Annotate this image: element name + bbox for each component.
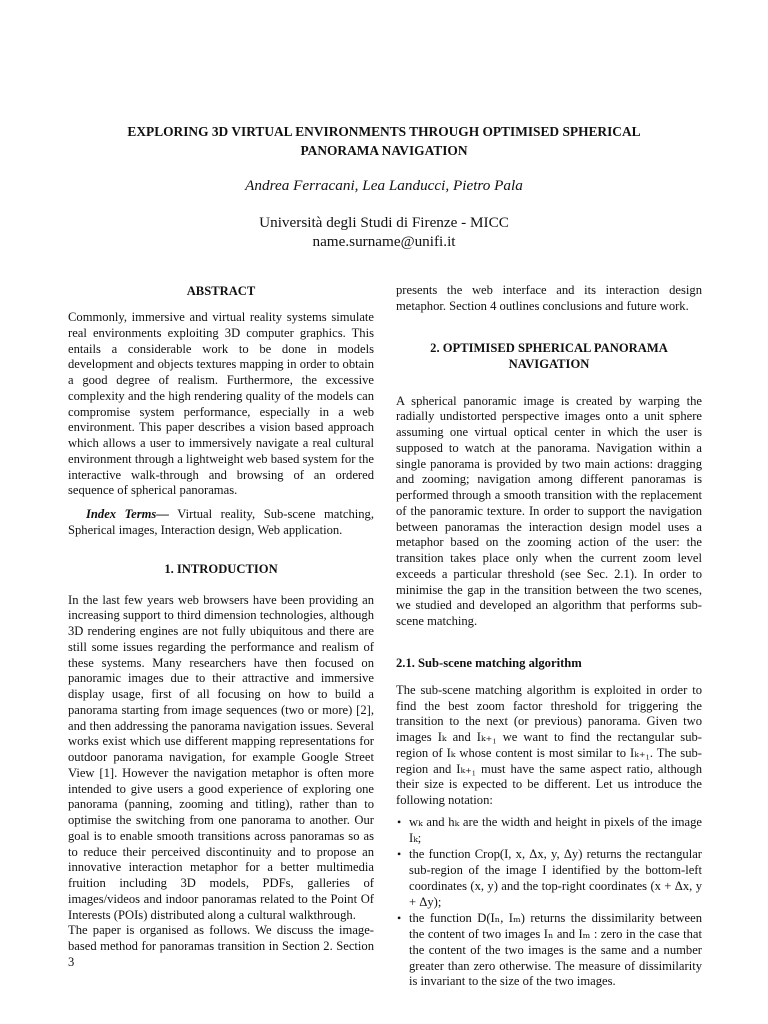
index-terms xyxy=(68,507,374,539)
email: name.surname@unifi.it xyxy=(312,233,456,250)
bullet-icon: • xyxy=(397,847,402,862)
title-line-2: PANORAMA NAVIGATION xyxy=(300,143,468,158)
list-item-text: the function Crop(I, x, Δx, y, Δy) returns the rectangular sub-region of the image I identified by the bottom-left coordinates (x, y) and the top-right coordinates (x + Δx, y + Δy); xyxy=(409,847,702,909)
affiliation: Università degli Studi di Firenze - MICC xyxy=(259,214,509,231)
subsection-body: The sub-scene matching algorithm is exploited in order to find the best zoom factor threshold for triggering the transition to the next (or previous) panorama. Given two images Iₖ and Iₖ₊₁ we want to find the rectangular sub-region of Iₖ whose content is most similar to Iₖ₊₁. The sub-region and Iₖ₊₁ must have the same aspect ratio, although their size is expected to be different. Let us introduce the following notation: xyxy=(396,682,702,807)
section2-body: A spherical panoramic image is created by warping the radially undistorted perspective images onto a unit sphere assuming one virtual optical center in which the user is supposed to watch at the panorama. Navigation within a single panorama is provided by two main actions: dragging and zooming; navigation among different panoramas is performed through a smooth transition with the replacement of the panoramic texture. In order to support the navigation between panoramas the interaction design model uses a metaphor based on the zooming action of the user: the transition takes place only when the current zoom level exceeds a particular threshold (see Sec. 2.1). In order to minimise the gap in the transition between the two scenes, we studied and developed an algorithm that performs sub-scene matching. xyxy=(396,393,702,628)
section2-heading-line-2: NAVIGATION xyxy=(508,356,590,371)
bullet-icon: • xyxy=(397,814,402,829)
intro-body: In the last few years web browsers have been providing an increasing support to third dimension technologies, although 3D rendering engines are not fully ubiquitous and there are still some issues regarding the performance and realism of these systems. Many researchers have then focused on panoramic images due to their attractive and immersive display usage, first of all focusing on how to build a panorama starting from image sequences (two or more) [2], and then addressing the panorama navigation issues. Several works exist which use different mapping representations for outdoor panorama navigation, for example Google Street View [1]. However the navigation metaphor is often more intended to give users a good experience of exploring one panorama (panning, zooming and titling), rather than to optimise the switching from one panorama to another. Our goal is to enable smooth transitions across panoramas so as to reduce their perceived discontinuity and to propose an innovative interaction metaphor for a better multimedia fruition including 3D models, PDFs, galleries of images/videos and indoor panoramas related to the Point Of Interests (POIs) distributed along a cultural walkthrough. xyxy=(68,592,374,922)
abstract-heading: ABSTRACT xyxy=(186,284,256,298)
index-terms-text: Virtual reality, Sub-scene matching, Spherical images, Interaction design, Web application. xyxy=(68,507,374,537)
section2-heading xyxy=(396,340,702,372)
subsection-heading: 2.1. Sub-scene matching algorithm xyxy=(396,655,582,670)
author-list: Andrea Ferracani, Lea Landucci, Pietro Pala xyxy=(245,177,523,194)
list-item xyxy=(396,847,702,910)
affiliation-block xyxy=(0,213,768,251)
intro-body-2: The paper is organised as follows. We discuss the image-based method for panoramas transition in Section 2. Section 3 xyxy=(68,923,374,969)
left-column xyxy=(68,283,374,971)
list-item-text: wₖ and hₖ are the width and height in pixels of the image Iₖ; xyxy=(409,814,702,845)
list-item xyxy=(396,911,702,990)
abstract-body: Commonly, immersive and virtual reality systems simulate real environments exploiting 3D computer graphics. This entails a considerable work to be done in models development and objects textures mapping in order to obtain a good degree of realism. Furthermore, the excessive complexity and the high rendering quality of the models can compromise system performance, especially in a web environment. This paper describes a vision based approach which allows a user to immersively navigate a real cultural environment through a lightweight web based system for the interactive walk-through and browsing of an ordered sequence of spherical panoramas. xyxy=(68,310,374,498)
list-item-text: the function D(Iₙ, Iₘ) returns the dissimilarity between the content of two images Iₙ and Iₘ : zero in the case that the content of the two images is the same and a number greater than zero otherwise. The measure of dissimilarity is invariant to the size of the two images. xyxy=(409,911,702,989)
index-terms-label: Index Terms— xyxy=(86,507,169,521)
right-column xyxy=(396,283,702,991)
bullet-icon: • xyxy=(397,911,402,926)
intro-heading: 1. INTRODUCTION xyxy=(164,561,278,576)
title-line-1: EXPLORING 3D VIRTUAL ENVIRONMENTS THROUGH OPTIMISED SPHERICAL xyxy=(127,124,641,139)
section2-heading-line-1: 2. OPTIMISED SPHERICAL PANORAMA xyxy=(430,340,668,355)
intro-body-continued: presents the web interface and its interaction design metaphor. Section 4 outlines conclusions and future work. xyxy=(396,283,702,313)
paper-title xyxy=(0,122,768,160)
list-item xyxy=(396,815,702,847)
notation-list xyxy=(396,815,702,990)
